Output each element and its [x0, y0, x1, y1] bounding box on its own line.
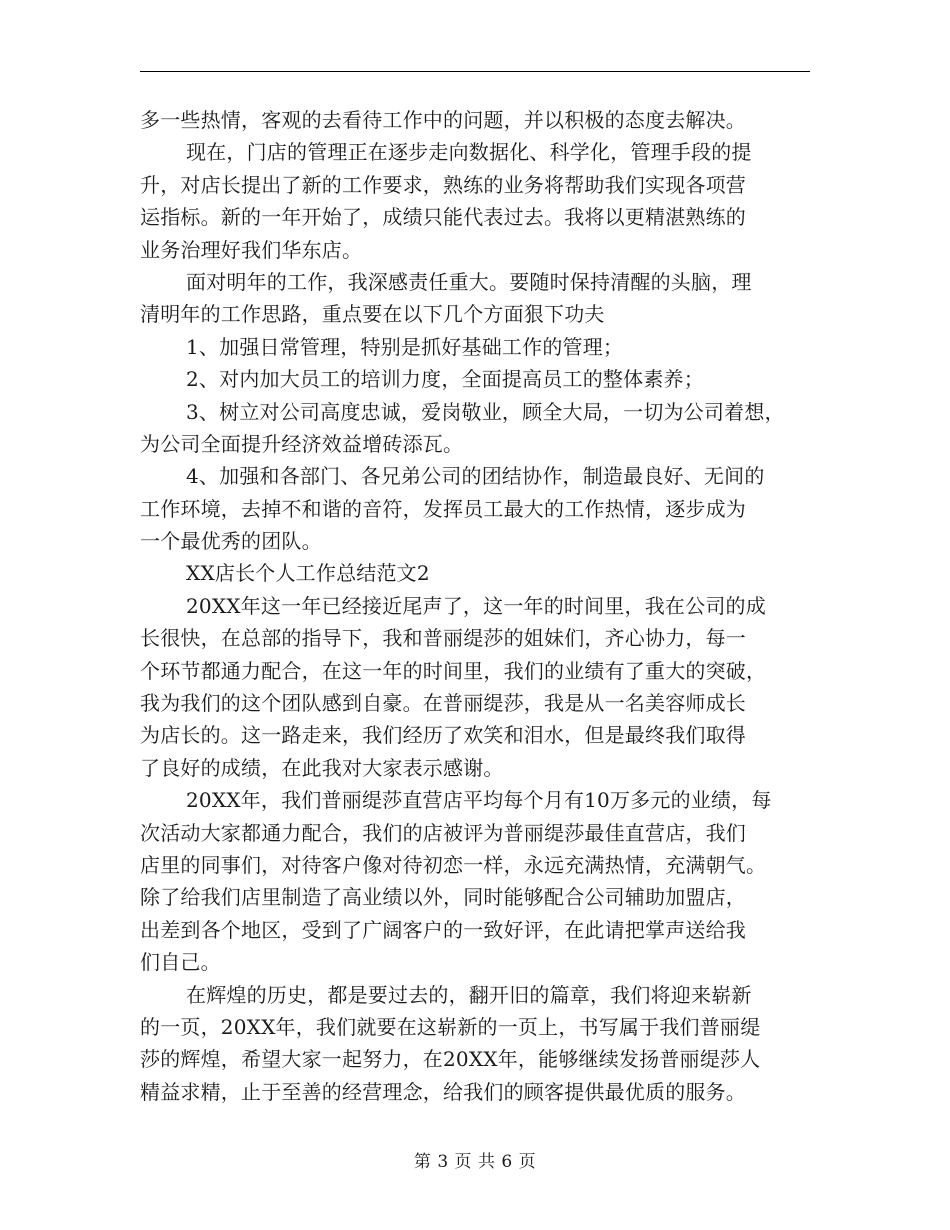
- text-line: 我为我们的这个团队感到自豪。在普丽缇莎，我是从一名美容师成长: [140, 691, 746, 716]
- header-rule: [140, 71, 810, 72]
- text-line: 了良好的成绩，在此我对大家表示感谢。: [140, 755, 504, 780]
- page-number: 第 3 页 共 6 页: [413, 1152, 537, 1172]
- text-line: 多一些热情，客观的去看待工作中的问题，并以积极的态度去解决。: [140, 108, 746, 132]
- text-line: 工作环境，去掉不和谐的音符，发挥员工最大的工作热情，逐步成为: [140, 496, 746, 521]
- text-line: 们自己。: [140, 950, 221, 975]
- text-line: 升，对店长提出了新的工作要求，熟练的业务将帮助我们实现各项营: [140, 172, 746, 197]
- text-line: 运指标。新的一年开始了，成绩只能代表过去。我将以更精湛熟练的: [140, 205, 746, 230]
- list-item: 2、对内加大员工的培训力度，全面提高员工的整体素养；: [186, 367, 704, 392]
- text-line: 为公司全面提升经济效益增砖添瓦。: [140, 431, 464, 456]
- text-line: 店里的同事们，对待客户像对待初恋一样，永远充满热情，充满朝气。: [140, 852, 767, 877]
- text-line: 的一页，20XX年，我们就要在这崭新的一页上，书写属于我们普丽缇: [140, 1014, 761, 1039]
- text-line: 出差到各个地区，受到了广阔客户的一致好评，在此请把掌声送给我: [140, 917, 746, 942]
- list-item: 4、加强和各部门、各兄弟公司的团结协作，制造最良好、无间的: [186, 464, 765, 489]
- text-line: 面对明年的工作，我深感责任重大。要随时保持清醒的头脑，理: [186, 269, 752, 294]
- document-body: [140, 104, 820, 1108]
- text-line: 20XX年，我们普丽缇莎直营店平均每个月有10万多元的业绩，每: [186, 788, 772, 813]
- text-line: 一个最优秀的团队。: [140, 529, 322, 554]
- text-line: 次活动大家都通力配合，我们的店被评为普丽缇莎最佳直营店，我们: [140, 820, 746, 845]
- text-line: 精益求精，止于至善的经营理念，给我们的顾客提供最优质的服务。: [140, 1079, 746, 1104]
- list-item: 3、树立对公司高度忠诚，爱岗敬业，顾全大局，一切为公司着想，: [186, 399, 785, 424]
- text-line: 莎的辉煌，希望大家一起努力，在20XX年，能够继续发扬普丽缇莎人: [140, 1047, 761, 1072]
- text-line: 在辉煌的历史，都是要过去的，翻开旧的篇章，我们将迎来崭新: [186, 982, 752, 1007]
- text-line: 现在，门店的管理正在逐步走向数据化、科学化，管理手段的提: [186, 140, 752, 165]
- list-item: 1、加强日常管理，特别是抓好基础工作的管理；: [186, 334, 624, 359]
- section-heading: XX店长个人工作总结范文2: [186, 561, 430, 586]
- text-line: 清明年的工作思路，重点要在以下几个方面狠下功夫: [140, 302, 605, 327]
- text-line: 长很快，在总部的指导下，我和普丽缇莎的姐妹们，齐心协力，每一: [140, 626, 746, 651]
- text-line: 个环节都通力配合，在这一年的时间里，我们的业绩有了重大的突破，: [140, 658, 767, 683]
- text-line: 为店长的。这一路走来，我们经历了欢笑和泪水，但是最终我们取得: [140, 723, 746, 748]
- text-line: 20XX年这一年已经接近尾声了，这一年的时间里，我在公司的成: [186, 593, 766, 618]
- text-line: 业务治理好我们华东店。: [140, 237, 363, 262]
- text-line: 除了给我们店里制造了高业绩以外，同时能够配合公司辅助加盟店，: [140, 885, 746, 910]
